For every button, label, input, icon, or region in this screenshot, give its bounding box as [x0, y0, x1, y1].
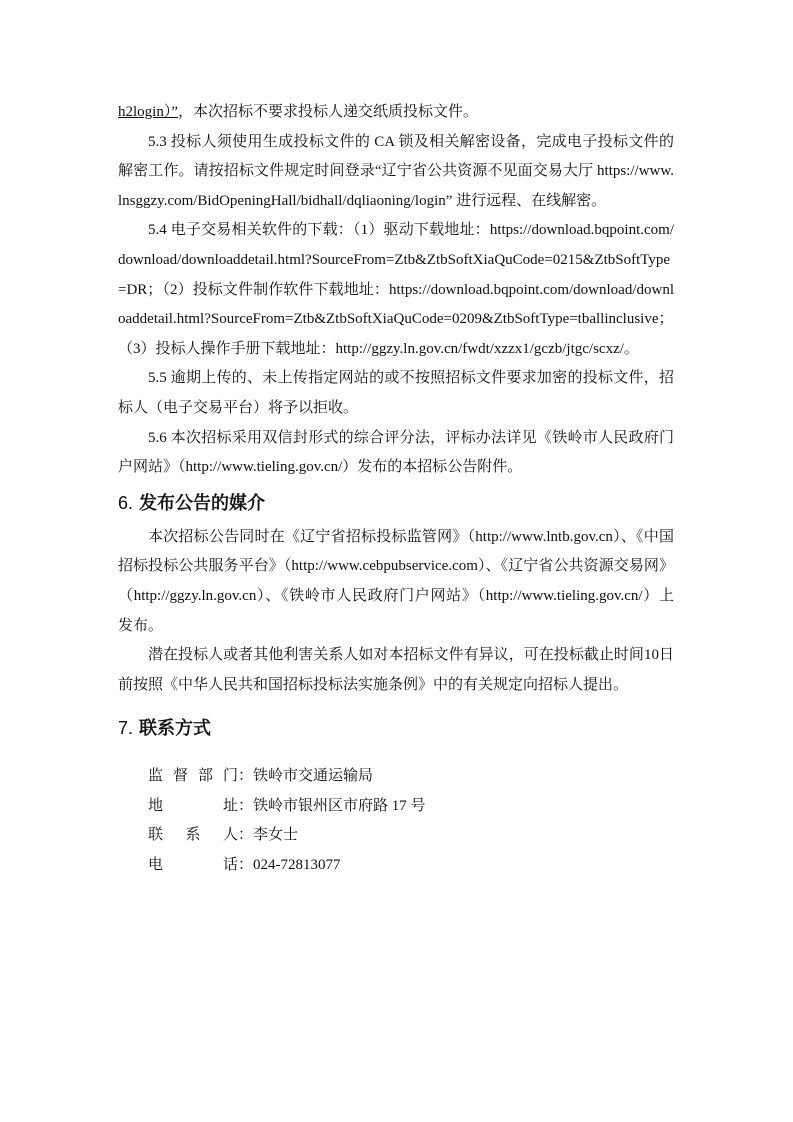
paragraph-5-6: 5.6 本次招标采用双信封形式的综合评分法，评标办法详见《铁岭市人民政府门户网站》（http://www.tieling.gov.cn/）发布的本招标公告附件。 [118, 429, 674, 476]
contact-label [148, 762, 238, 792]
contact-label [148, 821, 238, 851]
label-char: 址 [222, 797, 238, 814]
contact-list [118, 762, 674, 880]
contact-label [148, 792, 238, 822]
contact-row-department [148, 762, 674, 792]
contact-value: 铁岭市交通运输局 [253, 768, 374, 785]
login-link-tail[interactable]: h2login）” [118, 104, 178, 120]
continuation-paragraph [118, 98, 674, 128]
contact-label [148, 851, 238, 881]
colon: ： [238, 768, 254, 785]
paragraph-5-4: 5.4 电子交易相关软件的下载：（1）驱动下载地址：https://download.bqpoint.com/download/downloaddetail.html?SourceFrom=Ztb&ZtbSoftXiaQuCode=0215&ZtbSoftType=DR；（2）投标文件制作软件下载地址：https://download.bqpoint.com/download/downloaddetail.html?SourceFrom=Ztb&ZtbSoftXiaQuCode=0209&ZtbSoftType=tballinclusive；（3）投标人操作手册下载地址：http://ggzy.ln.gov.cn/fwdt/xzzx1/gczb/jtgc/scxz/。 [118, 222, 674, 357]
section-title: 发布公告的媒介 [139, 492, 266, 514]
contact-value: 铁岭市银州区市府路 17 号 [253, 797, 426, 814]
contact-row-phone [148, 851, 674, 881]
section-7-heading [118, 714, 674, 740]
label-char: 监 [148, 768, 164, 785]
section-title: 联系方式 [139, 718, 212, 740]
colon: ： [238, 827, 254, 844]
paragraph-6-1: 本次招标公告同时在《辽宁省招标投标监管网》（http://www.lntb.gov.cn）、《中国招标投标公共服务平台》（http://www.cebpubservice.com）、《辽宁省公共资源交易网》（http://ggzy.ln.gov.cn）、《铁岭市人民政府门户网站》（http://www.tieling.gov.cn/）上发布。 [118, 528, 674, 634]
label-char: 人 [222, 827, 238, 844]
document-page [118, 98, 674, 881]
label-char: 联 [148, 827, 164, 844]
section-6-heading [118, 489, 674, 515]
label-char: 话 [222, 857, 238, 874]
paragraph-5-5: 5.5 逾期上传的、未上传指定网站的或不按照招标文件要求加密的投标文件，招标人（电子交易平台）将予以拒收。 [118, 370, 674, 416]
paragraph-6-2: 潜在投标人或者其他利害关系人如对本招标文件有异议，可在投标截止时间10日前按照《中华人民共和国招标投标法实施条例》中的有关规定向招标人提出。 [118, 647, 674, 693]
label-char: 部 [197, 768, 213, 785]
label-char: 系 [185, 827, 201, 844]
label-char: 门 [222, 768, 238, 785]
colon: ： [238, 797, 254, 814]
continuation-text: ，本次招标不要求投标人递交纸质投标文件。 [178, 104, 479, 120]
contact-row-address [148, 792, 674, 822]
label-char: 督 [172, 768, 188, 785]
contact-value: 024-72813077 [253, 857, 341, 874]
label-char: 电 [148, 857, 164, 874]
contact-row-person [148, 821, 674, 851]
section-number: 6. [118, 492, 134, 513]
paragraph-5-3: 5.3 投标人须使用生成投标文件的 CA 锁及相关解密设备，完成电子投标文件的解密工作。请按招标文件规定时间登录“辽宁省公共资源不见面交易大厅 https://www.lnsggzy.com/BidOpeningHall/bidhall/dqliaoning/login” 进行远程、在线解密。 [118, 133, 674, 209]
label-char: 地 [148, 797, 164, 814]
section-number: 7. [118, 718, 134, 739]
colon: ： [238, 857, 254, 874]
contact-value: 李女士 [253, 827, 299, 844]
